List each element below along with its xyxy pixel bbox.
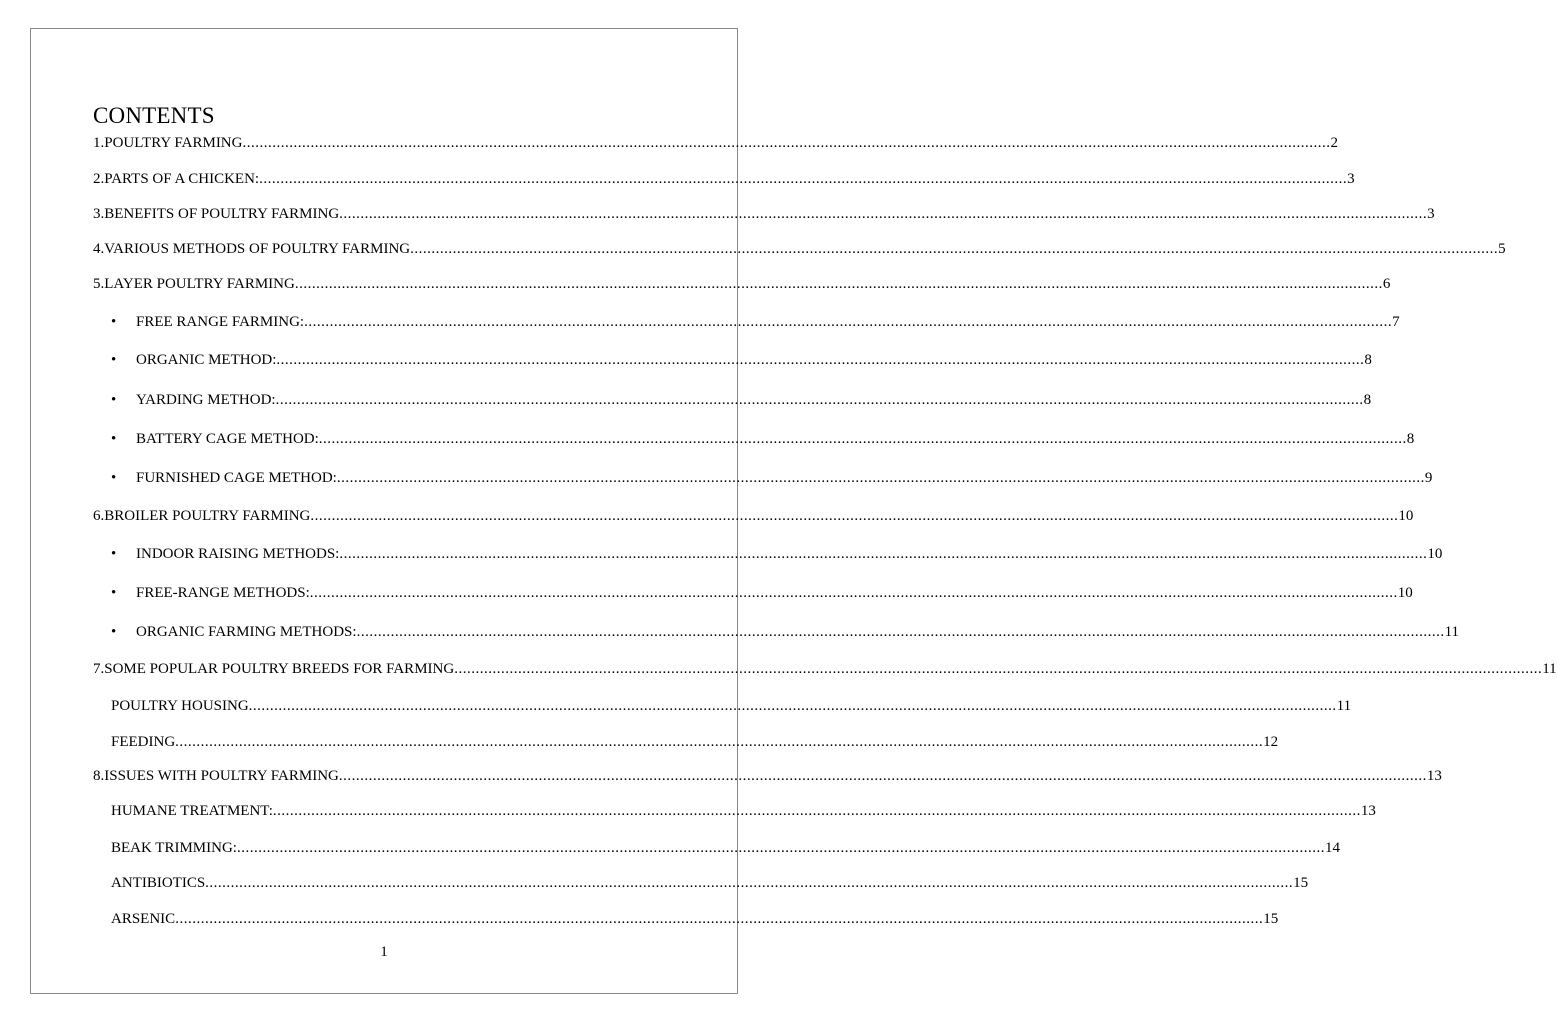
toc-page-number: 13 <box>1360 803 1376 819</box>
toc-dot-leader: ................................................................................................................................................................................................................................................................ <box>336 470 1425 486</box>
contents-heading: CONTENTS <box>93 103 215 128</box>
toc-entry[interactable] <box>111 910 1279 928</box>
bullet-icon: • <box>111 585 117 601</box>
toc-entry-title: 8.ISSUES WITH POULTRY FARMING <box>93 768 339 784</box>
toc-dot-leader: ................................................................................................................................................................................................................................................................ <box>236 840 1325 856</box>
toc-entry-title: 6.BROILER POULTRY FARMING <box>93 508 311 524</box>
toc-entry[interactable] <box>111 313 1400 331</box>
toc-page-number: 10 <box>1398 508 1414 524</box>
toc-page-number: 10 <box>1427 546 1443 562</box>
toc-page-number: 9 <box>1424 470 1433 486</box>
toc-entry[interactable] <box>111 469 1433 487</box>
toc-entry-title: FREE-RANGE METHODS: <box>136 585 310 601</box>
toc-dot-leader: ................................................................................................................................................................................................................................................................ <box>294 276 1383 292</box>
toc-entry[interactable] <box>111 802 1376 820</box>
toc-entry-title: 7.SOME POPULAR POULTRY BREEDS FOR FARMING <box>93 661 455 677</box>
toc-dot-leader: ................................................................................................................................................................................................................................................................ <box>242 135 1331 151</box>
toc-entry-title: ANTIBIOTICS <box>111 875 206 891</box>
toc-page-number: 13 <box>1426 768 1442 784</box>
toc-entry-title: HUMANE TREATMENT: <box>111 803 273 819</box>
toc-dot-leader: ................................................................................................................................................................................................................................................................ <box>205 875 1294 891</box>
toc-entry-title: FEEDING <box>111 734 176 750</box>
toc-entry-title: POULTRY HOUSING <box>111 698 249 714</box>
toc-page-number: 11 <box>1444 624 1460 640</box>
page-number: 1 <box>380 944 388 960</box>
toc-dot-leader: ................................................................................................................................................................................................................................................................ <box>318 431 1407 447</box>
toc-entry-title: 3.BENEFITS OF POULTRY FARMING <box>93 206 340 222</box>
toc-page-number: 7 <box>1392 314 1400 330</box>
toc-entry-title: 2.PARTS OF A CHICKEN: <box>93 171 260 187</box>
toc-dot-leader: ................................................................................................................................................................................................................................................................ <box>310 508 1399 524</box>
toc-dot-leader: ................................................................................................................................................................................................................................................................ <box>339 206 1428 222</box>
toc-entry-title: 1.POULTRY FARMING <box>93 135 243 151</box>
toc-page-number: 8 <box>1364 352 1372 368</box>
toc-entry-title: 5.LAYER POULTRY FARMING <box>93 276 295 292</box>
toc-page-number: 11 <box>1542 661 1557 677</box>
toc-dot-leader: ................................................................................................................................................................................................................................................................ <box>275 392 1364 408</box>
bullet-icon: • <box>111 546 117 562</box>
toc-entry[interactable] <box>111 391 1372 409</box>
toc-dot-leader: ................................................................................................................................................................................................................................................................ <box>304 314 1393 330</box>
toc-entry[interactable] <box>111 351 1372 369</box>
toc-dot-leader: ................................................................................................................................................................................................................................................................ <box>175 911 1264 927</box>
toc-entry[interactable] <box>111 545 1443 563</box>
toc-entry-title: ARSENIC <box>111 911 176 927</box>
toc-entry-title: YARDING METHOD: <box>136 392 276 408</box>
toc-entry-title: BEAK TRIMMING: <box>111 840 237 856</box>
toc-entry-title: INDOOR RAISING METHODS: <box>136 546 340 562</box>
toc-dot-leader: ................................................................................................................................................................................................................................................................ <box>175 734 1264 750</box>
toc-entry[interactable] <box>93 660 1557 678</box>
toc-page-number: 14 <box>1324 840 1340 856</box>
bullet-icon: • <box>111 392 117 408</box>
toc-dot-leader: ................................................................................................................................................................................................................................................................ <box>356 624 1445 640</box>
toc-entry[interactable] <box>93 275 1391 293</box>
toc-entry-title: FREE RANGE FARMING: <box>136 314 305 330</box>
toc-dot-leader: ................................................................................................................................................................................................................................................................ <box>259 171 1348 187</box>
toc-dot-leader: ................................................................................................................................................................................................................................................................ <box>410 241 1499 257</box>
toc-entry[interactable] <box>111 623 1460 641</box>
toc-entry[interactable] <box>111 584 1413 602</box>
toc-entry-title: BATTERY CAGE METHOD: <box>136 431 319 447</box>
toc-entry[interactable] <box>93 134 1338 152</box>
toc-page-number: 3 <box>1427 206 1435 222</box>
bullet-icon: • <box>111 470 117 486</box>
toc-page-number: 3 <box>1347 171 1355 187</box>
toc-page-number: 5 <box>1498 241 1506 257</box>
toc-entry[interactable] <box>93 205 1435 223</box>
toc-dot-leader: ................................................................................................................................................................................................................................................................ <box>248 698 1337 714</box>
bullet-icon: • <box>111 314 117 330</box>
toc-dot-leader: ................................................................................................................................................................................................................................................................ <box>309 585 1398 601</box>
toc-entry[interactable] <box>93 767 1442 785</box>
toc-entry-title: FURNISHED CAGE METHOD: <box>136 470 337 486</box>
toc-entry-title: ORGANIC FARMING METHODS: <box>136 624 357 640</box>
toc-entry-title: ORGANIC METHOD: <box>136 352 277 368</box>
toc-page-number: 2 <box>1330 135 1338 151</box>
toc-page-number: 15 <box>1263 911 1279 927</box>
bullet-icon: • <box>111 352 117 368</box>
toc-entry[interactable] <box>93 507 1414 525</box>
toc-page-number: 8 <box>1406 431 1415 447</box>
toc-entry[interactable] <box>111 839 1340 857</box>
toc-entry[interactable] <box>93 170 1355 188</box>
toc-dot-leader: ................................................................................................................................................................................................................................................................ <box>338 768 1427 784</box>
toc-page-number: 6 <box>1382 276 1391 292</box>
toc-entry-title: 4.VARIOUS METHODS OF POULTRY FARMING <box>93 241 411 257</box>
toc-entry[interactable] <box>111 697 1352 715</box>
toc-dot-leader: ................................................................................................................................................................................................................................................................ <box>339 546 1428 562</box>
toc-dot-leader: ................................................................................................................................................................................................................................................................ <box>272 803 1361 819</box>
toc-entry[interactable] <box>111 874 1309 892</box>
toc-dot-leader: ................................................................................................................................................................................................................................................................ <box>276 352 1365 368</box>
toc-page-number: 10 <box>1397 585 1413 601</box>
toc-entry[interactable] <box>111 733 1279 751</box>
toc-page-number: 8 <box>1363 392 1372 408</box>
bullet-icon: • <box>111 431 117 447</box>
toc-page-number: 15 <box>1293 875 1309 891</box>
toc-page-number: 12 <box>1263 734 1279 750</box>
toc-dot-leader: ................................................................................................................................................................................................................................................................ <box>454 661 1543 677</box>
toc-page-number: 11 <box>1336 698 1352 714</box>
bullet-icon: • <box>111 624 117 640</box>
toc-entry[interactable] <box>93 240 1506 258</box>
toc-entry[interactable] <box>111 430 1415 448</box>
